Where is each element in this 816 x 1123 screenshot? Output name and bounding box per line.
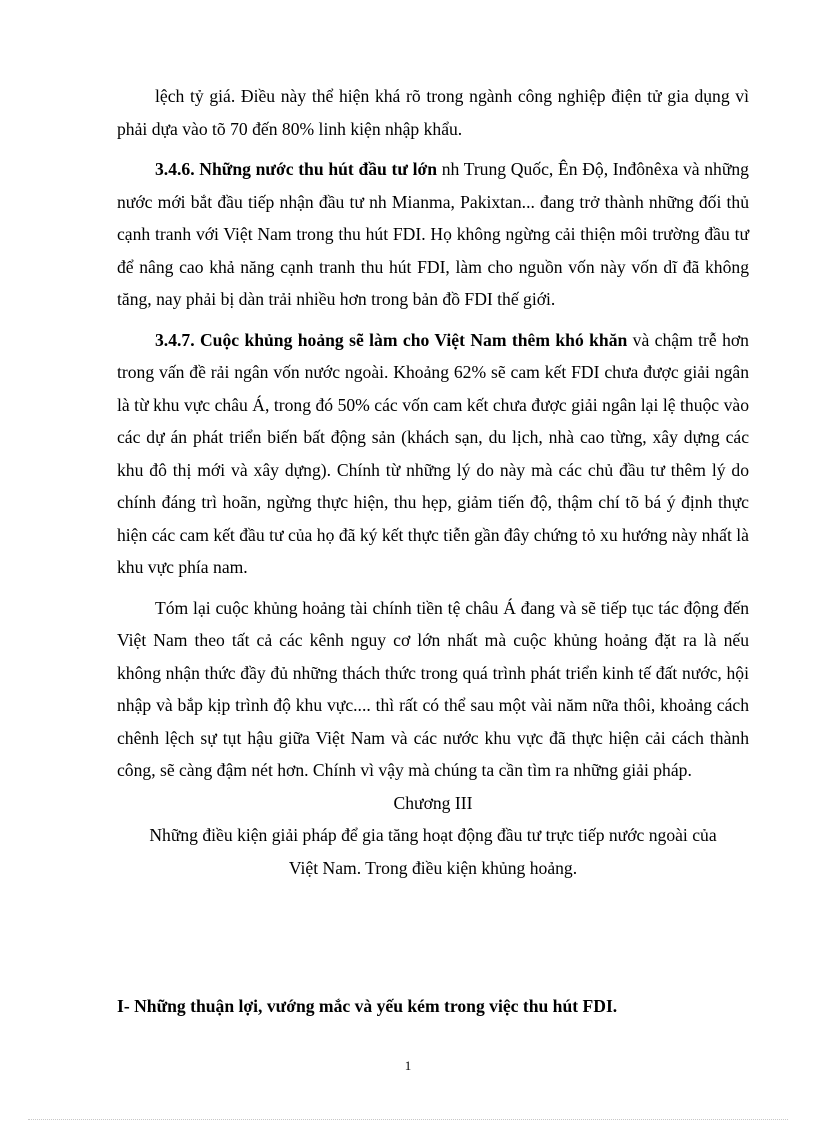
page-number: 1: [404, 1058, 412, 1073]
chapter-title: Chương III: [393, 792, 473, 813]
paragraph-exchange-rate: [117, 80, 749, 145]
paragraph-text: lệch tỷ giá. Điều này thể hiện khá rõ trong ngành công nghiệp điện tử gia dụng vì phải dựa vào tõ 70 đến 80% linh kiện nhập khẩu.: [117, 86, 749, 139]
section-heading: I- Những thuận lợi, vướng mắc và yếu kém trong việc thu hút FDI.: [117, 996, 618, 1016]
paragraph-text: Tóm lại cuộc khủng hoảng tài chính tiền tệ châu Á đang và sẽ tiếp tục tác động đến Việt Nam theo tất cả các kênh nguy cơ lớn nhất mà cuộc khủng hoảng đặt ra là nếu không nhận thức đầy đủ những thách thức trong quá trình phát triển kinh tế đất nước, hội nhập và bắp kịp trình độ khu vực.... thì rất có thể sau một vài năm nữa thôi, khoảng cách chênh lệch sự tụt hậu giữa Việt Nam và các nước khu vực đã thực hiện cải cách thành công, sẽ càng đậm nét hơn. Chính vì vậy mà chúng ta cần tìm ra những giải pháp.: [117, 597, 749, 780]
paragraph-3-4-6: [117, 153, 749, 316]
body-text: [117, 80, 749, 884]
page-bottom-border: [28, 1119, 788, 1120]
paragraph-3-4-7: [117, 324, 749, 584]
subsection-heading-3-4-7: 3.4.7. Cuộc khủng hoảng sẽ làm cho Việt Nam thêm khó khăn: [155, 329, 628, 350]
paragraph-summary: [117, 592, 749, 787]
subsection-heading-3-4-6: 3.4.6. Những nước thu hút đầu tư lớn: [155, 159, 438, 179]
paragraph-text: và chậm trễ hơn trong vấn đề rải ngân vốn nước ngoài. Khoảng 62% sẽ cam kết FDI chưa được giải ngân là từ khu vực châu Á, trong đó 50% các vốn cam kết chưa được giải ngân lại lệ thuộc vào các dự án phát triển biến bất động sản (khách sạn, du lịch, nhà cao từng, xây dựng các khu đô thị mới và xây dựng). Chính từ những lý do này mà các chủ đầu tư thêm lý do chính đáng trì hoãn, ngừng thực hiện, thu hẹp, giảm tiến độ, thậm chí tõ bá ý định thực hiện các cam kết đầu tư của họ đã ký kết thực tiễn gần đây chứng tỏ xu hướng này nhất là khu vực phía nam.: [117, 329, 749, 577]
paragraph-text: nh Trung Quốc, Ên Độ, Inđônêxa và những nước mới bắt đầu tiếp nhận đầu tư nh Mianma, Pakixtan... đang trở thành những đối thủ cạnh tranh với Việt Nam trong thu hút FDI. Họ không ngừng cải thiện môi trường đầu tư để nâng cao khả năng cạnh tranh thu hút FDI, làm cho nguồn vốn này vốn dĩ đã không tăng, nay phải bị dàn trải nhiều hơn trong bản đồ FDI thế giới.: [117, 159, 749, 309]
chapter-subtitle: Những điều kiện giải pháp để gia tăng hoạt động đầu tư trực tiếp nước ngoài của Việt Nam. Trong điều kiện khủng hoảng.: [149, 825, 717, 878]
